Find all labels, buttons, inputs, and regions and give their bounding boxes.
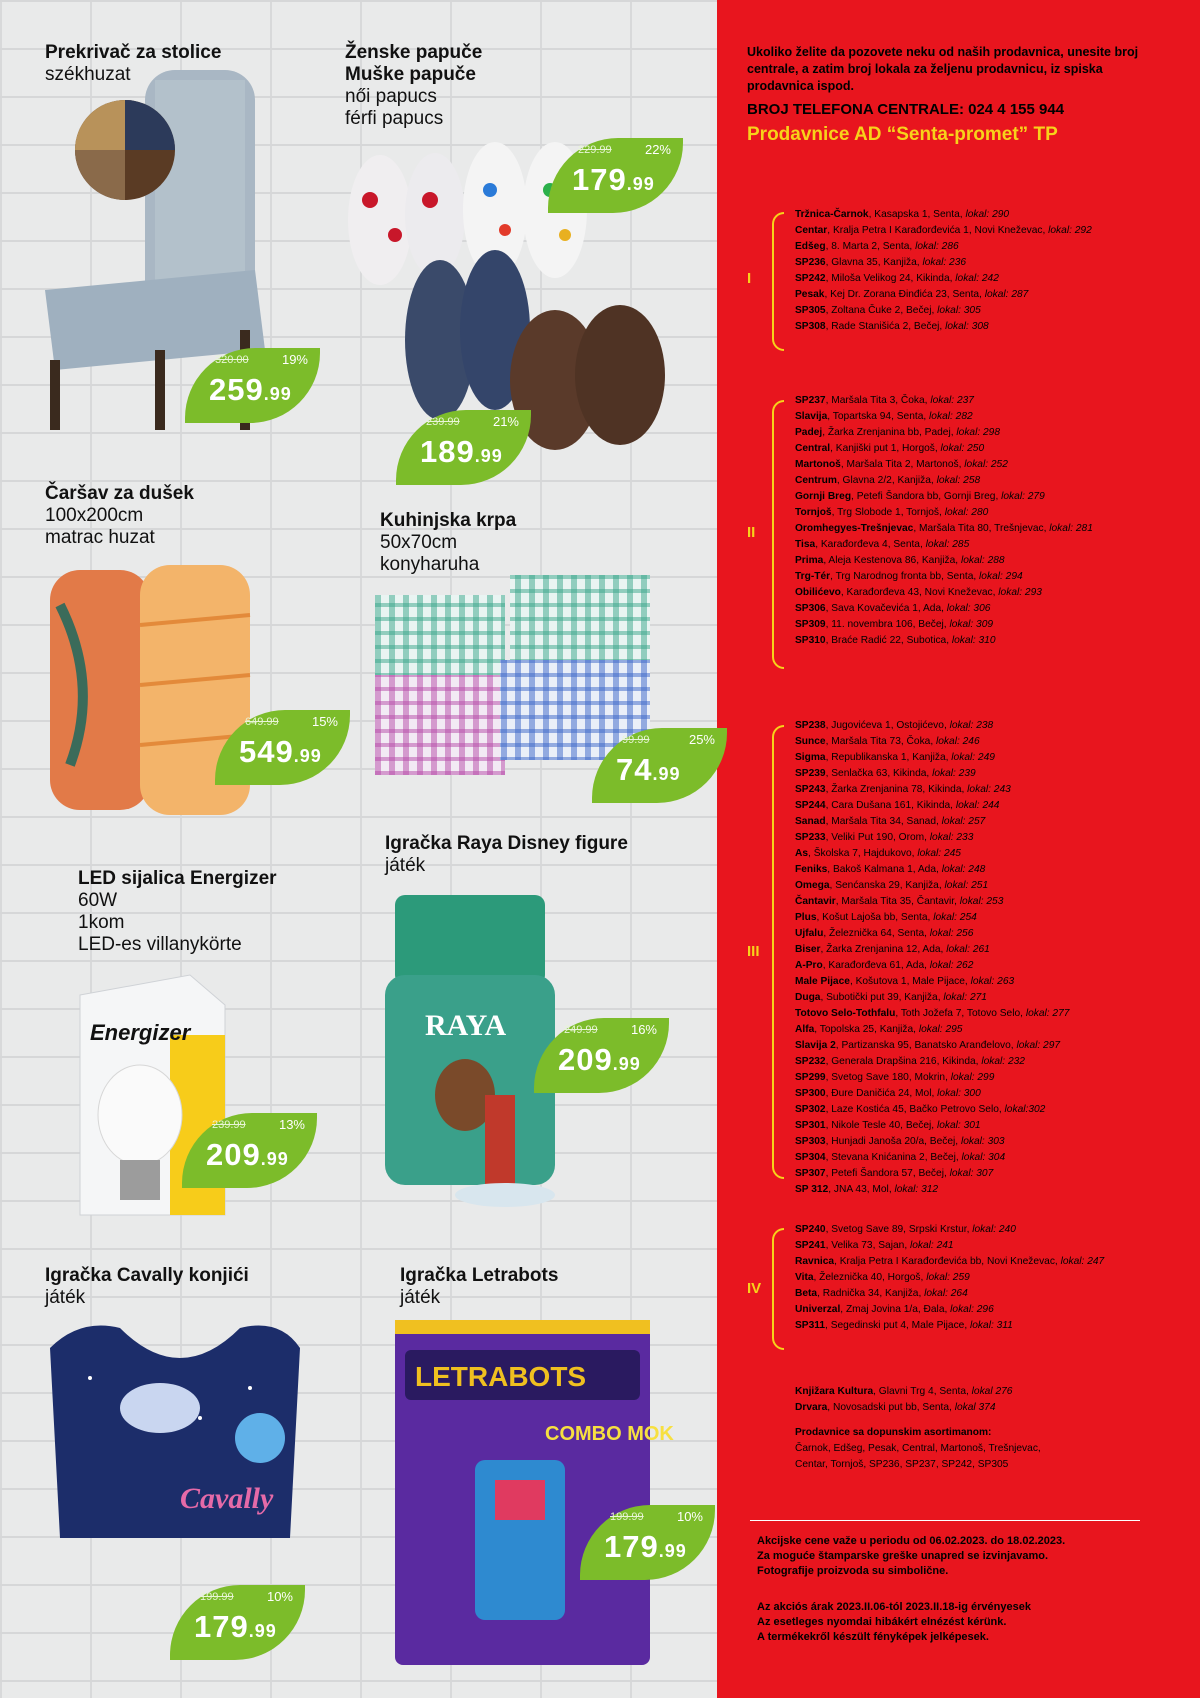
store-row: SP238, Jugovićeva 1, Ostojićevo, lokal: 238 [795,720,994,731]
price-tag: 199.99 10% 179.99 [170,1585,305,1660]
store-row: SP311, Segedinski put 4, Male Pijace, lokal: 311 [795,1320,1013,1331]
group-bracket [772,1228,784,1350]
footer-divider [750,1520,1140,1521]
store-row: Univerzal, Zmaj Jovina 1/a, Đala, lokal: 296 [795,1304,994,1315]
store-row: Gornji Breg, Petefi Šandora bb, Gornji Breg, lokal: 279 [795,491,1045,502]
store-row: Ravnica, Kralja Petra I Karađorđevića bb, Novi Kneževac, lokal: 247 [795,1256,1105,1267]
cavally-toy-image [50,1318,300,1548]
store-row: Feniks, Bakoš Kalmana 1, Ada, lokal: 248 [795,864,986,875]
store-row: Ujfalu, Železnička 64, Senta, lokal: 256 [795,928,974,939]
store-row: Martonoš, Maršala Tita 2, Martonoš, lokal: 252 [795,459,1008,470]
product-title: Igračka Cavally konjići játék [45,1265,249,1308]
extra-stores [795,1384,1190,1416]
store-row: As, Školska 7, Hajdukovo, lokal: 245 [795,848,961,859]
price-tag: 239.99 13% 209.99 [182,1113,317,1188]
store-group-iii [795,718,1190,1198]
store-row: Male Pijace, Košutova 1, Male Pijace, lokal: 263 [795,976,1015,987]
store-row: SP236, Glavna 35, Kanjiža, lokal: 236 [795,257,967,268]
price-tag: 239.99 21% 189.99 [396,410,531,485]
store-row: Centrum, Glavna 2/2, Kanjiža, lokal: 258 [795,475,981,486]
store-row: Alfa, Topolska 25, Kanjiža, lokal: 295 [795,1024,963,1035]
store-row: SP242, Miloša Velikog 24, Kikinda, lokal: 242 [795,273,999,284]
price-tag: 249.99 16% 209.99 [534,1018,669,1093]
footer-serbian: Akcijske cene važe u periodu od 06.02.2023. do 18.02.2023. Za moguće štamparske greške unapred se izvinjavamo. Fotografije proizvoda su simbolične. [757,1535,1066,1577]
store-row: SP233, Veliki Put 190, Orom, lokal: 233 [795,832,974,843]
intro-text: Ukoliko želite da pozovete neku od naših prodavnica, unesite broj centrale, a zatim broj lokala za željenu prodavnicu, iz spiska prodavnica ispod. [747,45,1139,93]
store-row: Čantavir, Maršala Tita 35, Čantavir, lokal: 253 [795,896,1004,907]
product-title: LED sijalica Energizer 60W 1kom LED-es villanykörte [78,868,277,955]
product-title: Igračka Letrabots játék [400,1265,559,1308]
store-row: Omega, Senćanska 29, Kanjiža, lokal: 251 [795,880,989,891]
raya-toy-image [385,895,555,1210]
store-row: Obilićevo, Karađorđeva 43, Novi Kneževac, lokal: 293 [795,587,1042,598]
price-tag: 320.00 19% 259.99 [185,348,320,423]
store-row: Vita, Železnička 40, Horgoš, lokal: 259 [795,1272,970,1283]
store-row: SP303, Hunjadi Janoša 20/a, Bečej, lokal: 303 [795,1136,1005,1147]
svg-text:COMBO MOK: COMBO MOK [545,1423,674,1445]
group-label: III [747,943,760,960]
product-title: Igračka Raya Disney figure játék [385,833,628,876]
store-row: SP 312, JNA 43, Mol, lokal: 312 [795,1184,939,1195]
company-title: Prodavnice AD “Senta-promet” TP [747,124,1058,145]
store-row: SP309, 11. novembra 106, Bečej, lokal: 309 [795,619,994,630]
price-tag: 199.99 10% 179.99 [580,1505,715,1580]
store-row: Trg-Tér, Trg Narodnog fronta bb, Senta, lokal: 294 [795,571,1023,582]
store-row: Tržnica-Čarnok, Kasapska 1, Senta, lokal: 290 [795,209,1010,220]
store-row: SP302, Laze Kostića 45, Bačko Petrovo Selo, lokal:302 [795,1104,1046,1115]
store-row: Oromhegyes-Trešnjevac, Maršala Tita 80, Trešnjevac, lokal: 281 [795,523,1093,534]
group-label: II [747,524,756,541]
store-group-ii [795,393,1190,649]
store-row: Edšeg, 8. Marta 2, Senta, lokal: 286 [795,241,959,252]
store-row: SP305, Zoltana Čuke 2, Bečej, lokal: 305 [795,305,981,316]
store-row: A-Pro, Karađorđeva 61, Ada, lokal: 262 [795,960,974,971]
svg-text:Energizer: Energizer [90,1020,191,1045]
footer-hungarian: Az akciós árak 2023.II.06-tól 2023.II.18-ig érvényesek Az esetleges nyomdai hibákért elnézést kérünk. A termékekről készült fényképek jelképesek. [757,1601,1031,1643]
product-title: Prekrivač za stolice székhuzat [45,42,222,85]
store-row: Centar, Kralja Petra I Karađorđevića 1, Novi Kneževac, lokal: 292 [795,225,1092,236]
price-tag: 229.99 22% 179.99 [548,138,683,213]
store-row: Drvara, Novosadski put bb, Senta, lokal 374 [795,1402,996,1413]
store-row: Slavija, Topartska 94, Senta, lokal: 282 [795,411,973,422]
store-row: SP239, Senlačka 63, Kikinda, lokal: 239 [795,768,976,779]
product-title: Čaršav za dušek 100x200cm matrac huzat [45,483,194,548]
store-row: Prima, Aleja Kestenova 86, Kanjiža, lokal: 288 [795,555,1005,566]
store-row: SP308, Rade Stanišića 2, Bečej, lokal: 308 [795,321,989,332]
store-row: SP299, Svetog Save 180, Mokrin, lokal: 299 [795,1072,995,1083]
store-group-i [795,207,1190,335]
store-row: Beta, Radnička 34, Kanjiža, lokal: 264 [795,1288,968,1299]
store-row: Tornjoš, Trg Slobode 1, Tornjoš, lokal: 280 [795,507,989,518]
store-group-iv [795,1222,1190,1334]
supplement-info: Prodavnice sa dopunskim asortimanom: Čarnok, Edšeg, Pesak, Central, Martonoš, Trešnjevac, Centar, Tornjoš, SP236, SP237, SP242, SP305 [795,1427,1041,1470]
store-row: SP243, Žarka Zrenjanina 78, Kikinda, lokal: 243 [795,784,1011,795]
store-row: SP306, Sava Kovačevića 1, Ada, lokal: 306 [795,603,991,614]
store-row: Tisa, Karađorđeva 4, Senta, lokal: 285 [795,539,970,550]
group-bracket [772,212,784,351]
price-tag: 649.99 15% 549.99 [215,710,350,785]
store-row: Padej, Žarka Zrenjanina bb, Padej, lokal: 298 [795,427,1001,438]
store-row: Totovo Selo-Tothfalu, Toth Jožefa 7, Totovo Selo, lokal: 277 [795,1008,1070,1019]
store-row: Knjižara Kultura, Glavni Trg 4, Senta, lokal 276 [795,1386,1013,1397]
store-row: Pesak, Kej Dr. Zorana Đinđića 23, Senta, lokal: 287 [795,289,1029,300]
svg-text:RAYA: RAYA [425,1009,507,1042]
store-row: SP240, Svetog Save 89, Srpski Krstur, lokal: 240 [795,1224,1016,1235]
store-row: SP232, Generala Drapšina 216, Kikinda, lokal: 232 [795,1056,1025,1067]
svg-text:Cavally: Cavally [180,1482,274,1515]
store-row: SP300, Đure Daničića 24, Mol, lokal: 300 [795,1088,981,1099]
store-row: Biser, Žarka Zrenjanina 12, Ada, lokal: 261 [795,944,990,955]
group-bracket [772,400,784,669]
group-bracket [772,725,784,1179]
svg-text:LETRABOTS: LETRABOTS [415,1361,587,1392]
store-row: Slavija 2, Partizanska 95, Banatsko Aranđelovo, lokal: 297 [795,1040,1061,1051]
group-label: I [747,270,752,287]
store-row: Duga, Subotički put 39, Kanjiža, lokal: 271 [795,992,987,1003]
group-label: IV [747,1280,762,1297]
store-row: SP237, Maršala Tita 3, Čoka, lokal: 237 [795,395,974,406]
store-row: Central, Kanjiški put 1, Horgoš, lokal: 250 [795,443,985,454]
price-tag: 99.99 25% 74.99 [592,728,727,803]
store-row: Sanad, Maršala Tita 34, Sanad, lokal: 257 [795,816,986,827]
store-row: SP307, Petefi Šandora 57, Bečej, lokal: 307 [795,1168,994,1179]
product-title: Kuhinjska krpa 50x70cm konyharuha [380,510,517,575]
phone-number: BROJ TELEFONA CENTRALE: 024 4 155 944 [747,101,1065,118]
store-row: Plus, Košut Lajoša bb, Senta, lokal: 254 [795,912,977,923]
store-row: SP304, Stevana Knićanina 2, Bečej, lokal: 304 [795,1152,1006,1163]
store-row: SP301, Nikole Tesle 40, Bečej, lokal: 301 [795,1120,981,1131]
product-title: Ženske papuče Muške papuče női papucs férfi papucs [345,42,483,129]
store-row: Sunce, Maršala Tita 73, Čoka, lokal: 246 [795,736,980,747]
store-row: SP310, Braće Radić 22, Subotica, lokal: 310 [795,635,996,646]
store-row: SP241, Velika 73, Sajan, lokal: 241 [795,1240,954,1251]
store-row: SP244, Cara Dušana 161, Kikinda, lokal: 244 [795,800,1000,811]
store-row: Sigma, Republikanska 1, Kanjiža, lokal: 249 [795,752,995,763]
